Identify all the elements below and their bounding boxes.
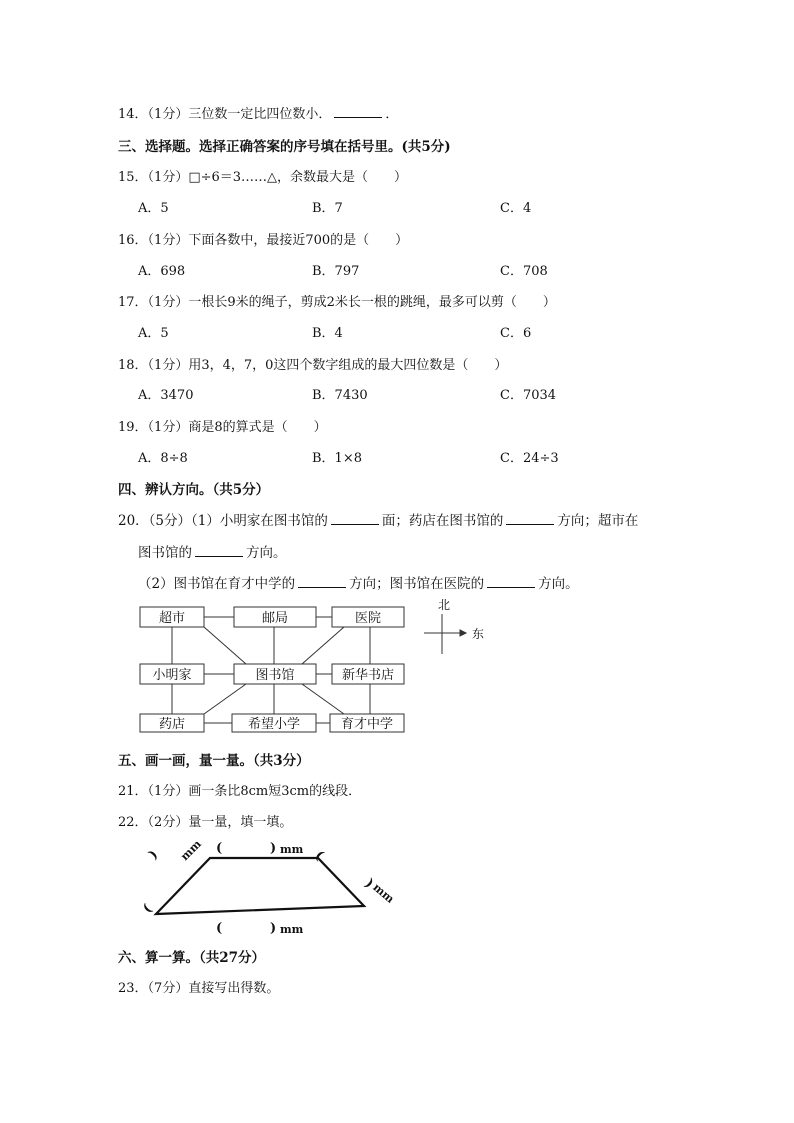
bracket-right-close: ) bbox=[361, 876, 377, 892]
bracket-top-close: ) bbox=[270, 841, 277, 856]
unit-right: mm bbox=[370, 880, 397, 906]
bracket-bottom-open: ( bbox=[216, 921, 223, 936]
question-22: 22．（2分）量一量，填一填。 bbox=[118, 815, 293, 830]
question-14-text: 14．（1分）三位数一定比四位数小． bbox=[118, 107, 332, 122]
east-label: 东 bbox=[472, 627, 484, 641]
question-20-line-3 bbox=[138, 572, 579, 592]
compass-icon bbox=[424, 614, 466, 654]
q20-text-7: 方向；图书馆在医院的 bbox=[349, 576, 485, 592]
question-23: 23．（7分）直接写出得数。 bbox=[118, 981, 280, 996]
section-3-heading: 三、选择题。选择正确答案的序号填在括号里。(共5分) bbox=[118, 139, 451, 155]
option-c[interactable]: C．4 bbox=[500, 201, 532, 216]
bracket-left-open: ( bbox=[140, 901, 156, 917]
direction-map bbox=[134, 596, 484, 738]
north-label: 北 bbox=[437, 598, 451, 612]
q20-text-1: 20．（5分）（1）小明家在图书馆的 bbox=[118, 513, 328, 529]
map-label: 希望小学 bbox=[247, 717, 301, 732]
bracket-top-open: ( bbox=[216, 841, 223, 856]
map-label: 邮局 bbox=[261, 611, 289, 626]
option-b[interactable]: B．797 bbox=[312, 264, 360, 279]
section-6-heading: 六、算一算。（共27分） bbox=[118, 950, 266, 966]
question-19: 19．（1分）商是8的算式是（ ） bbox=[118, 420, 327, 435]
bracket-left-close: ) bbox=[146, 847, 162, 863]
answer-blank[interactable] bbox=[334, 105, 382, 118]
q20-text-4: 图书馆的 bbox=[138, 545, 192, 561]
section-5-heading: 五、画一画，量一量。（共3分） bbox=[118, 753, 310, 769]
option-a[interactable]: A．8÷8 bbox=[138, 451, 188, 466]
question-14-end: ． bbox=[385, 107, 399, 122]
answer-blank[interactable] bbox=[298, 575, 346, 588]
option-a[interactable]: A．698 bbox=[138, 264, 186, 279]
map-label: 育才中学 bbox=[340, 717, 394, 732]
q20-text-8: 方向。 bbox=[538, 576, 579, 592]
question-17: 17．（1分）一根长9米的绳子，剪成2米长一根的跳绳，最多可以剪（ ） bbox=[118, 295, 556, 310]
question-18: 18．（1分）用3，4，7，0这四个数字组成的最大四位数是（ ） bbox=[118, 358, 508, 373]
option-a[interactable]: A．5 bbox=[138, 326, 169, 341]
option-b[interactable]: B．7430 bbox=[312, 388, 368, 403]
option-c[interactable]: C．24÷3 bbox=[500, 451, 559, 466]
map-label: 图书馆 bbox=[255, 668, 295, 683]
map-label: 医院 bbox=[354, 611, 382, 626]
unit-top: mm bbox=[280, 843, 304, 856]
answer-blank[interactable] bbox=[487, 575, 535, 588]
option-a[interactable]: A．5 bbox=[138, 201, 169, 216]
unit-bottom: mm bbox=[280, 923, 304, 936]
option-a[interactable]: A．3470 bbox=[138, 388, 194, 403]
unit-left: mm bbox=[178, 837, 204, 864]
trapezoid-figure bbox=[138, 836, 410, 938]
question-20-line-1 bbox=[118, 509, 638, 529]
section-4-heading: 四、辨认方向。（共5分） bbox=[118, 482, 270, 498]
question-15: 15．（1分）□÷6＝3……△，余数最大是（ ） bbox=[118, 170, 408, 185]
q20-text-5: 方向。 bbox=[246, 545, 287, 561]
answer-blank[interactable] bbox=[331, 512, 379, 525]
map-label: 超市 bbox=[158, 611, 186, 626]
question-20-line-2 bbox=[138, 541, 287, 561]
option-c[interactable]: C．6 bbox=[500, 326, 532, 341]
q20-text-2: 面；药店在图书馆的 bbox=[381, 513, 504, 529]
option-b[interactable]: B．1×8 bbox=[312, 451, 362, 466]
bracket-bottom-close: ) bbox=[270, 921, 277, 936]
answer-blank[interactable] bbox=[195, 544, 243, 557]
map-label: 药店 bbox=[158, 717, 186, 732]
question-14 bbox=[118, 103, 398, 122]
q20-text-6: （2）图书馆在育才中学的 bbox=[138, 576, 296, 592]
question-21: 21．（1分）画一条比8cm短3cm的线段． bbox=[118, 784, 362, 799]
map-label: 新华书店 bbox=[341, 668, 395, 683]
q20-text-3: 方向；超市在 bbox=[557, 513, 639, 529]
question-16: 16．（1分）下面各数中，最接近700的是（ ） bbox=[118, 233, 409, 248]
bracket-right-open: ( bbox=[311, 848, 327, 864]
answer-blank[interactable] bbox=[506, 512, 554, 525]
map-label: 小明家 bbox=[152, 668, 192, 683]
option-b[interactable]: B．7 bbox=[312, 201, 343, 216]
option-b[interactable]: B．4 bbox=[312, 326, 343, 341]
option-c[interactable]: C．708 bbox=[500, 264, 548, 279]
option-c[interactable]: C．7034 bbox=[500, 388, 557, 403]
